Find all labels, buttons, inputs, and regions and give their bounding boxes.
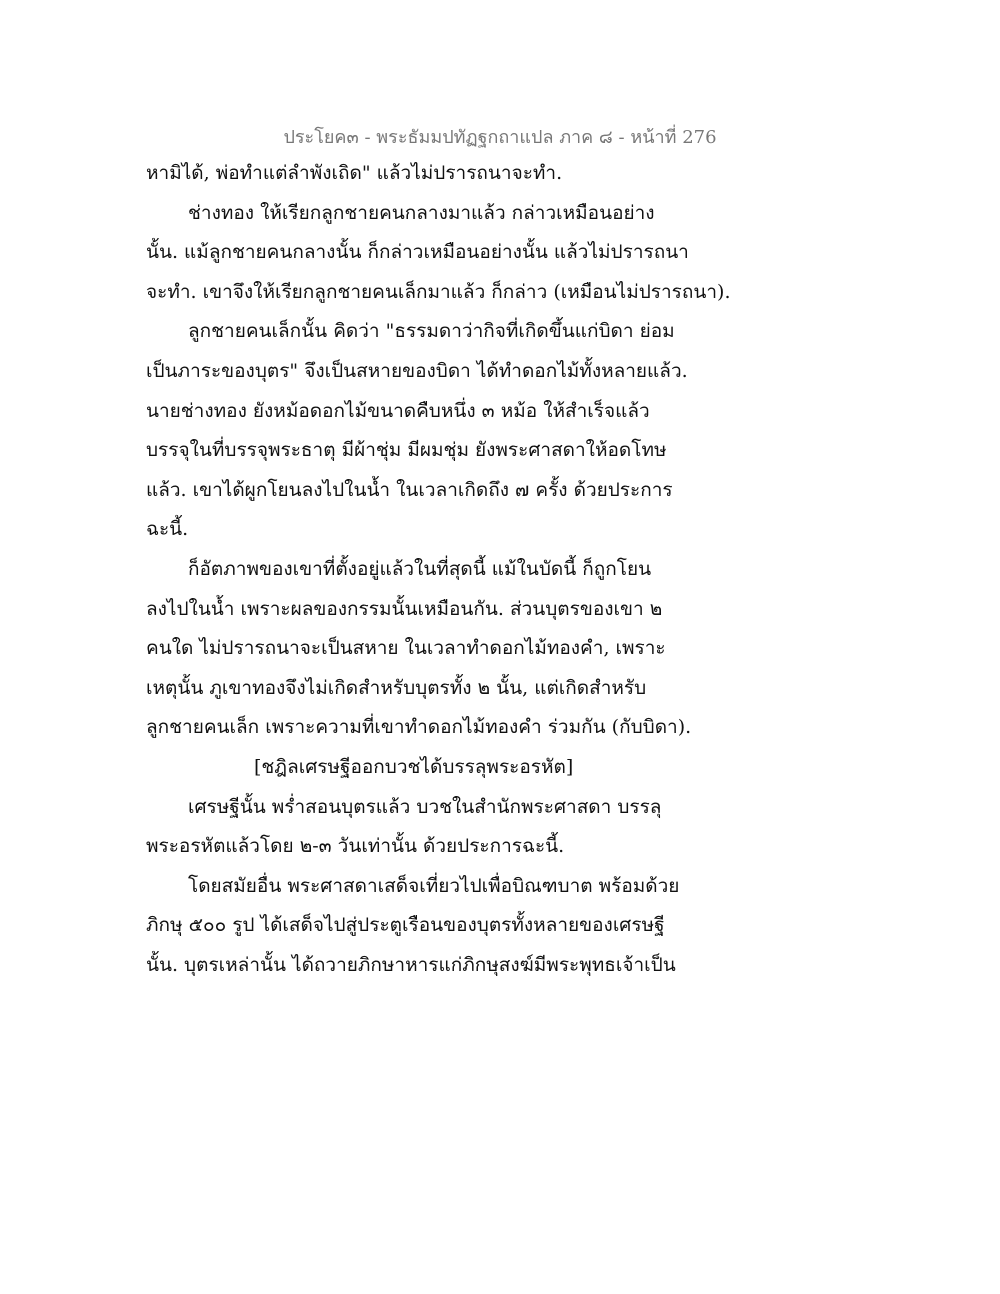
text-line: บรรจุในที่บรรจุพระธาตุ มีผ้าชุ่ม มีผมชุ่ม ยังพระศาสดาให้อดโทษ bbox=[146, 439, 667, 462]
text-line: คนใด ไม่ปรารถนาจะเป็นสหาย ในเวลาทำดอกไม้ทองคำ, เพราะ bbox=[146, 637, 666, 660]
paragraph-start-line: ก็อัตภาพของเขาที่ตั้งอยู่แล้วในที่สุดนี้ แม้ในบัดนี้ ก็ถูกโยน bbox=[188, 557, 652, 580]
text-line: หามิได้, พ่อทำแต่ลำพังเถิด" แล้วไม่ปรารถนาจะทำ. bbox=[146, 162, 563, 184]
text-line: พระอรหัตแล้วโดย ๒-๓ วันเท่านั้น ด้วยประการฉะนี้. bbox=[146, 835, 565, 858]
text-line: เหตุนั้น ภูเขาทองจึงไม่เกิดสำหรับบุตรทั้ง ๒ นั้น, แต่เกิดสำหรับ bbox=[146, 676, 647, 699]
text-line: ภิกษุ ๕๐๐ รูป ได้เสด็จไปสู่ประตูเรือนของบุตรทั้งหลายของเศรษฐี bbox=[146, 914, 665, 937]
text-line: แล้ว. เขาได้ผูกโยนลงไปในน้ำ ในเวลาเกิดถึง ๗ ครั้ง ด้วยประการ bbox=[146, 478, 673, 501]
text-line: นายช่างทอง ยังหม้อดอกไม้ขนาดคืบหนึ่ง ๓ หม้อ ให้สำเร็จแล้ว bbox=[146, 399, 650, 422]
paragraph-start-line: โดยสมัยอื่น พระศาสดาเสด็จเที่ยวไปเพื่อบิณฑบาต พร้อมด้วย bbox=[188, 874, 680, 897]
running-header: ประโยค๓ - พระธัมมปทัฏฐกถาแปล ภาค ๘ - หน้าที่ 276 bbox=[283, 127, 717, 148]
paragraph-start-line: ช่างทอง ให้เรียกลูกชายคนกลางมาแล้ว กล่าวเหมือนอย่าง bbox=[188, 201, 655, 224]
text-line: ฉะนี้. bbox=[146, 518, 189, 541]
text-line: นั้น. บุตรเหล่านั้น ได้ถวายภิกษาหารแก่ภิกษุสงฆ์มีพระพุทธเจ้าเป็น bbox=[146, 953, 676, 976]
paragraph-start-line: เศรษฐีนั้น พร่ำสอนบุตรแล้ว บวชในสำนักพระศาสดา บรรลุ bbox=[188, 795, 662, 818]
text-line: จะทำ. เขาจึงให้เรียกลูกชายคนเล็กมาแล้ว ก็กล่าว (เหมือนไม่ปรารถนา). bbox=[146, 280, 731, 303]
section-heading: [ชฎิลเศรษฐีออกบวชได้บรรลุพระอรหัต] bbox=[254, 755, 574, 778]
text-line: นั้น. แม้ลูกชายคนกลางนั้น ก็กล่าวเหมือนอย่างนั้น แล้วไม่ปรารถนา bbox=[146, 241, 689, 264]
text-line: ลงไปในน้ำ เพราะผลของกรรมนั้นเหมือนกัน. ส่วนบุตรของเขา ๒ bbox=[146, 597, 663, 620]
paragraph-start-line: ลูกชายคนเล็กนั้น คิดว่า "ธรรมดาว่ากิจที่เกิดขึ้นแก่บิดา ย่อม bbox=[188, 320, 675, 343]
body-text bbox=[146, 154, 866, 985]
text-line: ลูกชายคนเล็ก เพราะความที่เขาทำดอกไม้ทองคำ ร่วมกัน (กับบิดา). bbox=[146, 716, 692, 739]
text-line: เป็นภาระของบุตร" จึงเป็นสหายของบิดา ได้ทำดอกไม้ทั้งหลายแล้ว. bbox=[146, 359, 688, 382]
